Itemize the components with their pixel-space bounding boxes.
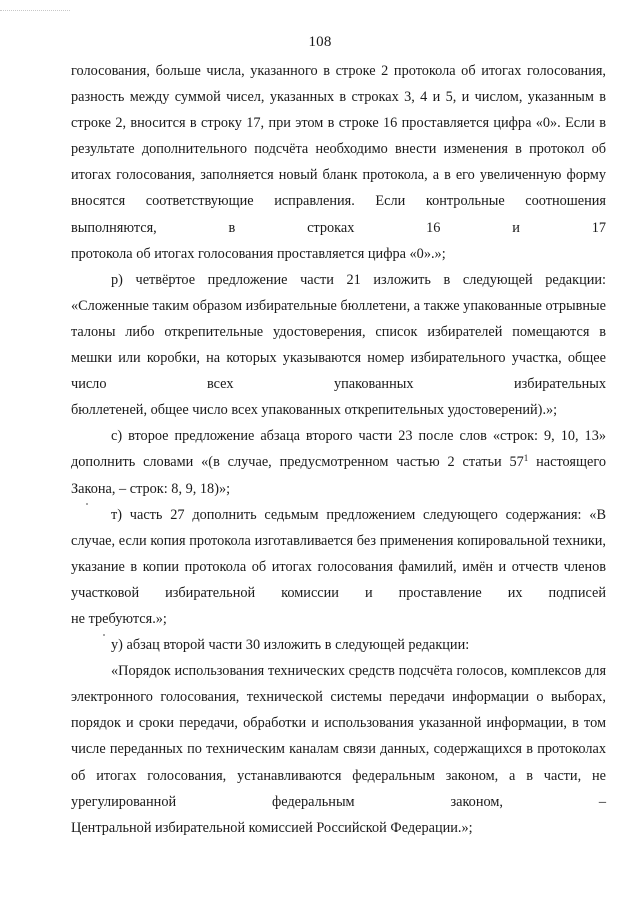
text-line: голосования, разность между суммой чисел, указанных в строках 3, 4 и 5, и (71, 63, 606, 106)
text-line: Центральной избирательной комиссией Российской Федерации.»; (71, 819, 473, 836)
paragraph-continuation (71, 58, 606, 241)
paragraph-item-r (71, 267, 606, 397)
text-line: настоящего (536, 454, 606, 471)
text-line: отрывные талоны либо открепительные удостоверения, список избирателей (71, 297, 606, 340)
text-line: комплексов для электронного голосования, технической системы передачи (71, 663, 607, 706)
paragraph-item-s-end (71, 476, 606, 502)
text-line: исправления. Если контрольные соотношения выполняются, в строках 16 и 17 (71, 193, 606, 236)
text-line: данных, содержащихся в протоколах об итогах голосования, устанавливаются (71, 741, 607, 784)
text-line: информации о выборах, порядок и сроки передачи, обработки и использования (71, 689, 607, 732)
scan-speck (103, 634, 105, 636)
text-line: числом, указанным в строке 2, вносится в строку 17, при этом в строке 16 (71, 89, 606, 132)
text-line: случае, если копия протокола изготавливается без применения копировальной (71, 532, 550, 549)
paragraph-item-r-end (71, 397, 606, 423)
paragraph-continuation-end (71, 241, 606, 267)
paragraph-item-s (71, 423, 606, 475)
paragraph-item-u (71, 632, 606, 658)
text-line: федеральным законом, а в части, не урегулированной федеральным законом, – (71, 767, 606, 810)
paragraph-quote (71, 658, 606, 815)
paragraph-item-t-end (71, 606, 606, 632)
text-line: не требуются.»; (71, 610, 167, 627)
text-line: указанной информации, в том числе переданных по техническим каналам связи (71, 715, 607, 758)
document-body (71, 58, 606, 841)
paragraph-quote-end (71, 815, 606, 841)
text-line: протокола об итогах голосования проставляется цифра «0».»; (71, 245, 446, 262)
text-line: проставляется цифра «0». Если в результате дополнительного подсчёта (71, 115, 606, 158)
text-line: помещаются в мешки или коробки, на которых указываются номер (71, 323, 606, 367)
text-line: необходимо внести изменения в протокол об итогах голосования, заполняется (71, 141, 606, 184)
superscript: 1 (523, 453, 529, 464)
scan-artifact-line (0, 10, 70, 12)
paragraph-item-t (71, 502, 606, 606)
page-number: 108 (308, 34, 332, 50)
text-line: дополнить словами «(в случае, предусмотренном частью 2 статьи 57 (71, 454, 524, 471)
text-line: техники, указание в копии протокола об итогах голосования фамилий, имён и (71, 532, 606, 575)
text-line: «Сложенные таким образом избирательные бюллетени, а также упакованные (71, 297, 542, 314)
text-line: р) четвёртое предложение части 21 изложить в следующей редакции: (111, 271, 606, 288)
scan-speck (86, 503, 88, 505)
text-line: т) часть 27 дополнить седьмым предложением следующего содержания: «В (111, 506, 606, 523)
text-line: бюллетеней, общее число всех упакованных открепительных удостоверений).»; (71, 402, 558, 419)
text-line: с) второе предложение абзаца второго части 23 после слов «строк: 9, 10, 13» (111, 428, 606, 445)
text-line: у) абзац второй части 30 изложить в следующей редакции: (111, 637, 470, 654)
text-line: новый бланк протокола, а в его увеличенную форму вносятся соответствующие (71, 167, 607, 210)
text-line: Закона, – строк: 8, 9, 18)»; (71, 480, 231, 497)
text-line: избирательного участка, общее число всех упакованных избирательных (71, 350, 606, 393)
text-line: отчеств членов участковой избирательной комиссии и проставление их подписей (71, 558, 606, 601)
text-line: голосования, больше числа, указанного в строке 2 протокола об итогах (71, 63, 522, 79)
text-line: «Порядок использования технических средств подсчёта голосов, (111, 663, 508, 680)
